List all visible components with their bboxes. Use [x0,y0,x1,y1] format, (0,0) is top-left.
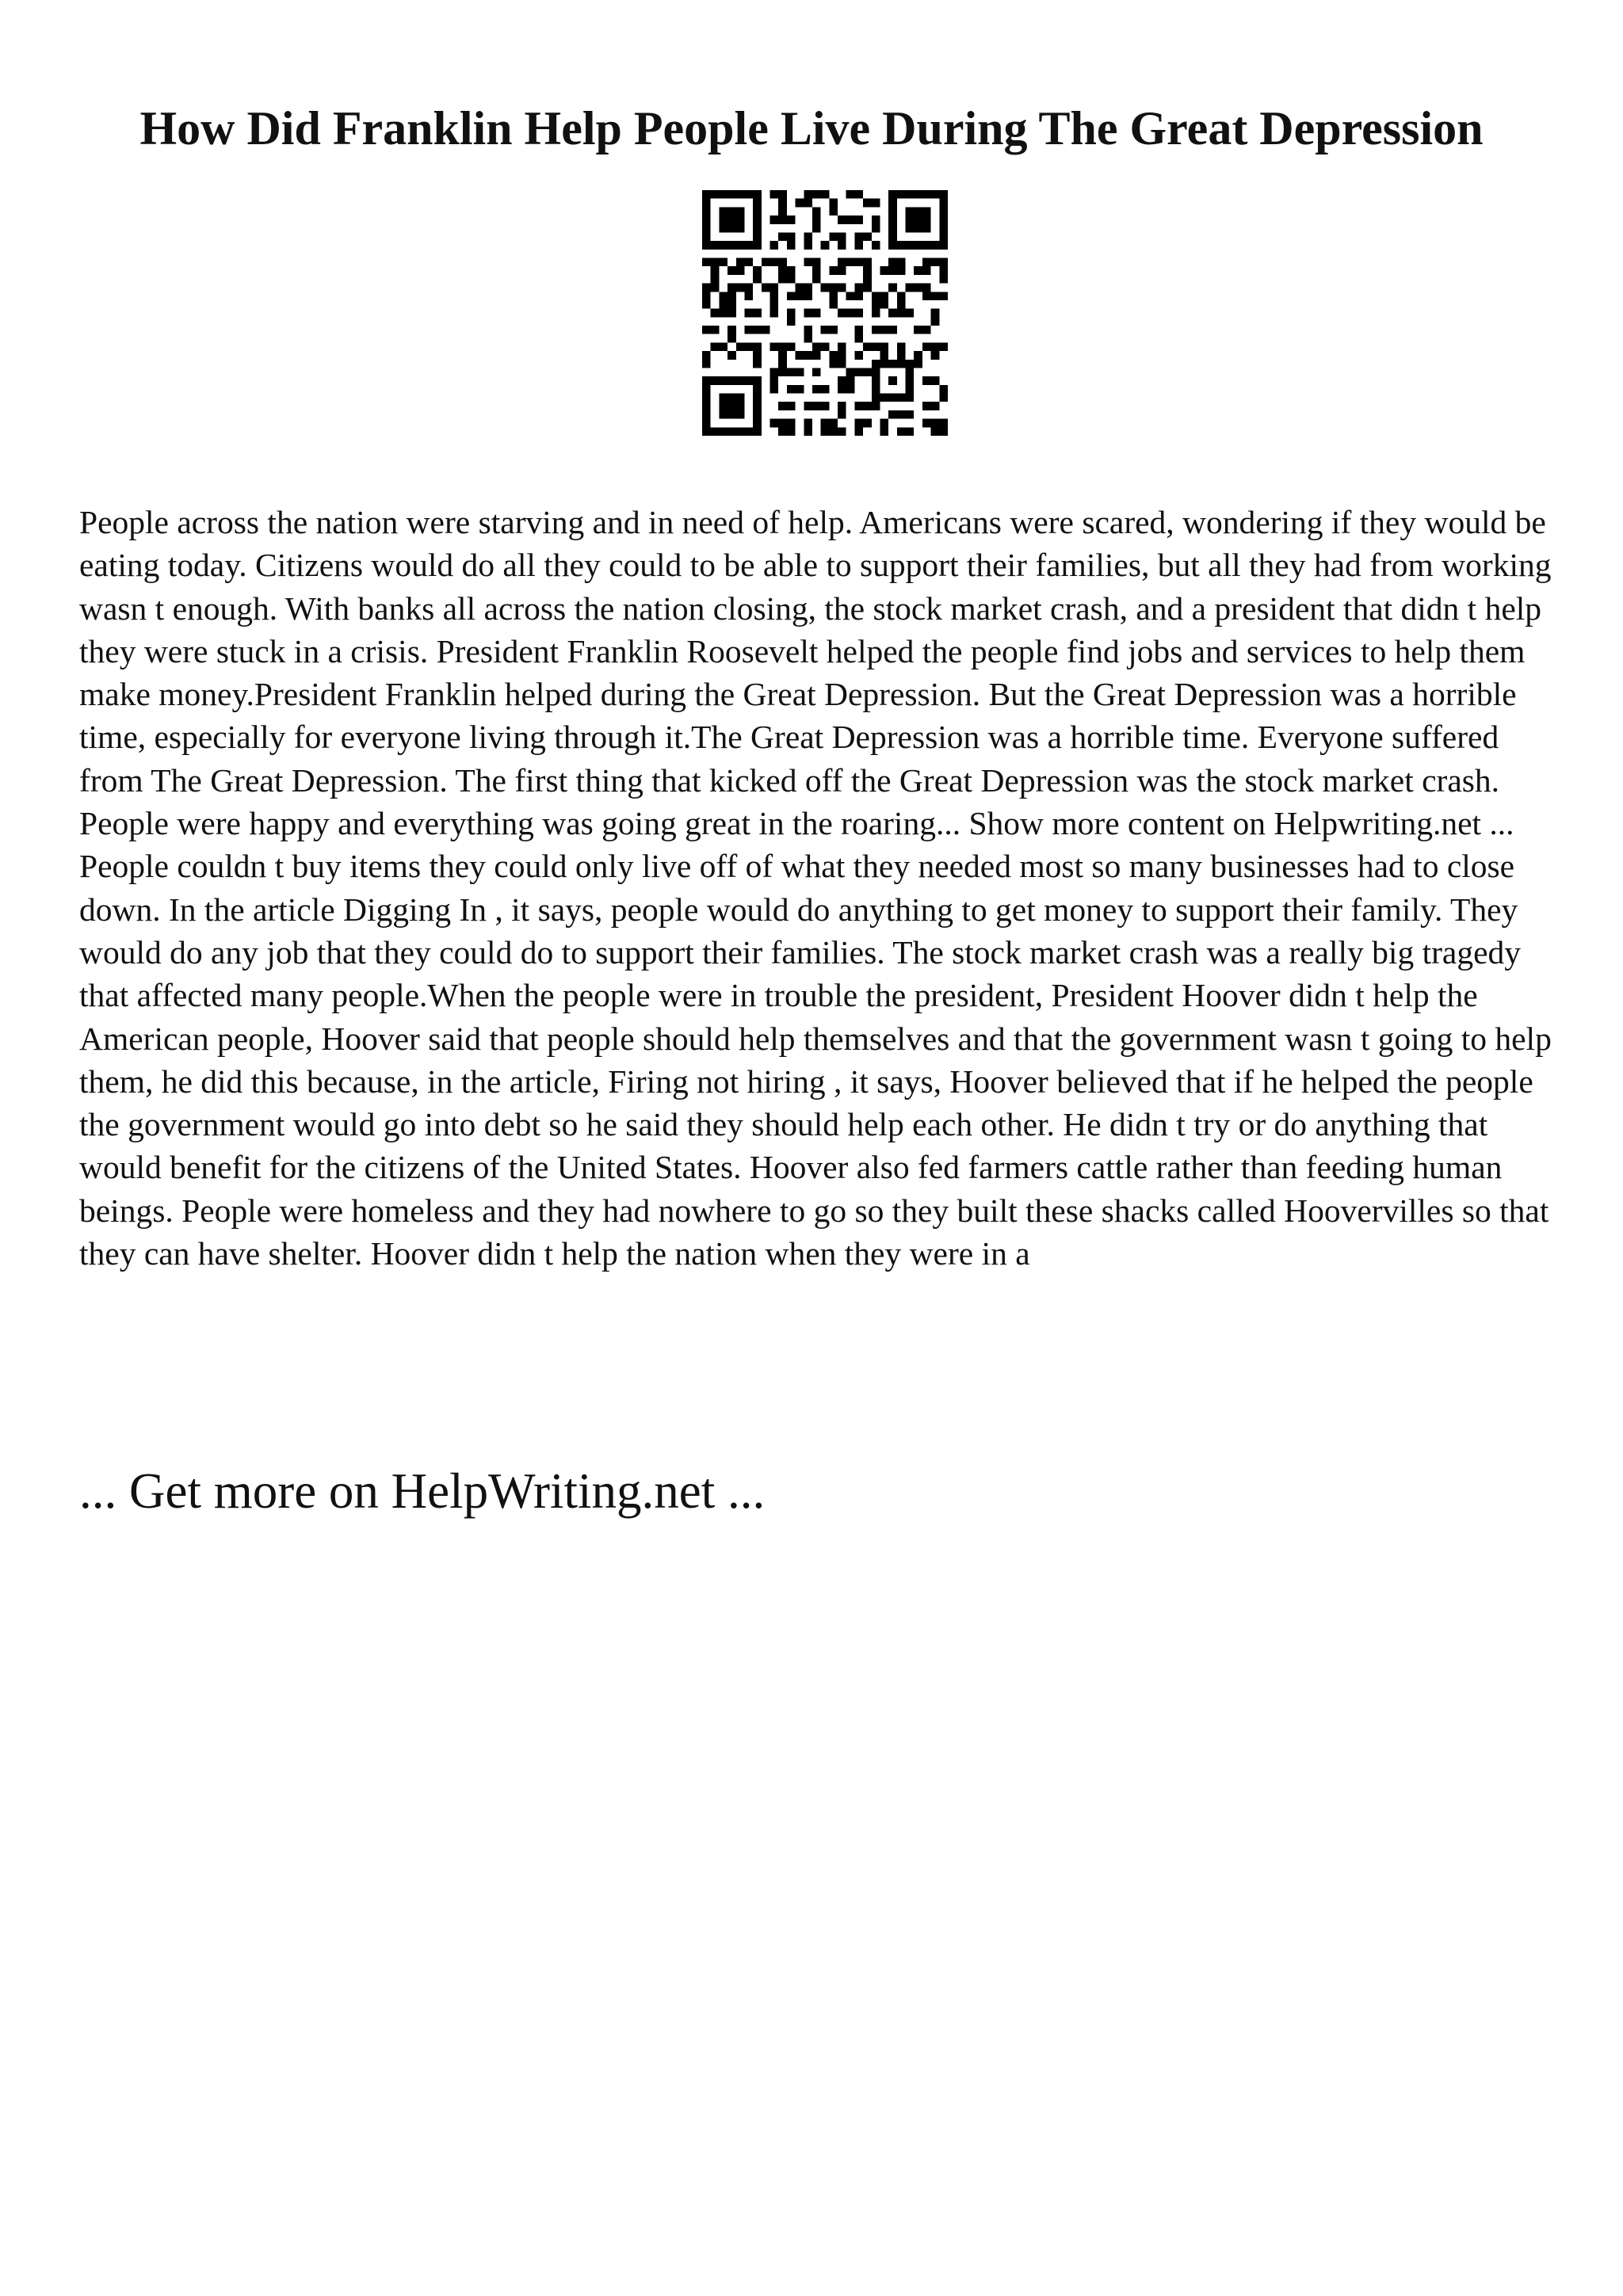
page-title: How Did Franklin Help People Live During The Great Depression [139,102,1484,154]
get-more-link[interactable]: ... Get more on HelpWriting.net ... [79,1463,766,1519]
body-paragraph-1: People across the nation were starving and in need of help. Americans were scared, wondering if they would be eating today. Citizens would do all they could to be able to support their families, but all they had from working wasn t enough. With banks all across the nation closing, the stock market crash, and a president that didn t help they were stuck in a crisis. President Franklin Roosevelt helped the people find jobs and services to help them make money.President Franklin helped during the Great Depression. But the Great Depression was a horrible time, especially for everyone living through it.The Great Depression was a horrible time. Everyone suffered from The Great Depression. The first thing that kicked off the Great Depression was the stock market crash. People were happy and everything was going great in the roaring... Show more content on Helpwriting.net ... [79,504,1552,842]
article-body [79,501,1553,1275]
qr-code-icon[interactable] [702,190,948,436]
body-paragraph-2: People couldn t buy items they could only live off of what they needed most so many businesses had to close down. In the article Digging In , it says, people would do anything to get money to support their family. They would do any job that they could do to support their families. The stock market crash was a really big tragedy that affected many people.When the people were in trouble the president, President Hoover didn t help the American people, Hoover said that people should help themselves and that the government wasn t going to help them, he did this because, in the article, Firing not hiring , it says, Hoover believed that if he helped the people the government would go into debt so he said they should help each other. He didn t try or do anything that would benefit for the citizens of the United States. Hoover also fed farmers cattle rather than feeding human beings. People were homeless and they had nowhere to go so they built these shacks called Hoovervilles so that they can have shelter. Hoover didn t help the nation when they were in a [79,848,1552,1272]
